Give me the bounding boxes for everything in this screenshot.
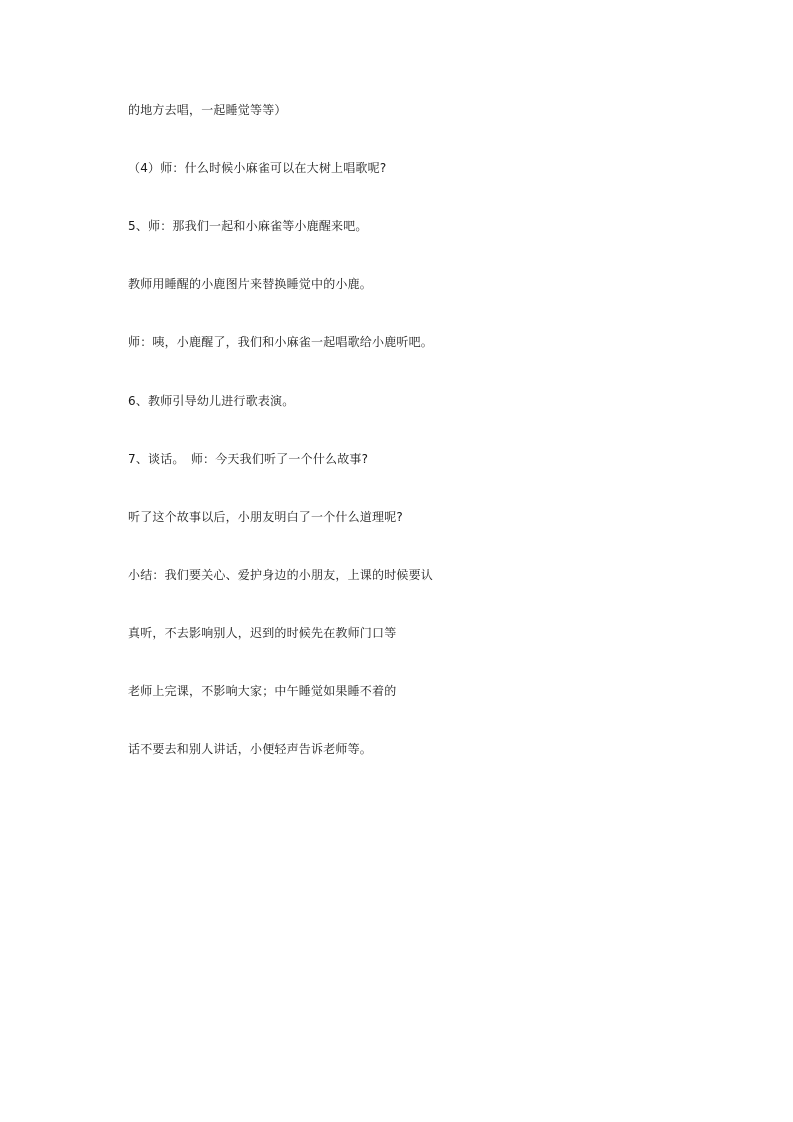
text-line: 5、师：那我们一起和小麻雀等小鹿醒来吧。	[128, 219, 368, 233]
text-line: 7、谈话。 师：今天我们听了一个什么故事?	[128, 452, 369, 466]
text-line: 师：咦，小鹿醒了，我们和小麻雀一起唱歌给小鹿听吧。	[128, 335, 434, 349]
text-line: 小结：我们要关心、爱护身边的小朋友，上课的时候要认	[128, 568, 434, 582]
text-line: 6、教师引导幼儿进行歌表演。	[128, 394, 295, 408]
text-line: （4）师：什么时候小麻雀可以在大树上唱歌呢?	[128, 161, 387, 175]
text-line: 的地方去唱，一起睡觉等等）	[128, 103, 287, 117]
text-line: 老师上完课，不影响大家；中午睡觉如果睡不着的	[128, 684, 397, 698]
text-line: 教师用睡醒的小鹿图片来替换睡觉中的小鹿。	[128, 277, 373, 291]
text-line: 听了这个故事以后，小朋友明白了一个什么道理呢?	[128, 510, 403, 524]
text-line: 话不要去和别人讲话，小便轻声告诉老师等。	[128, 742, 373, 756]
text-line: 真听，不去影响别人，迟到的时候先在教师门口等	[128, 626, 397, 640]
